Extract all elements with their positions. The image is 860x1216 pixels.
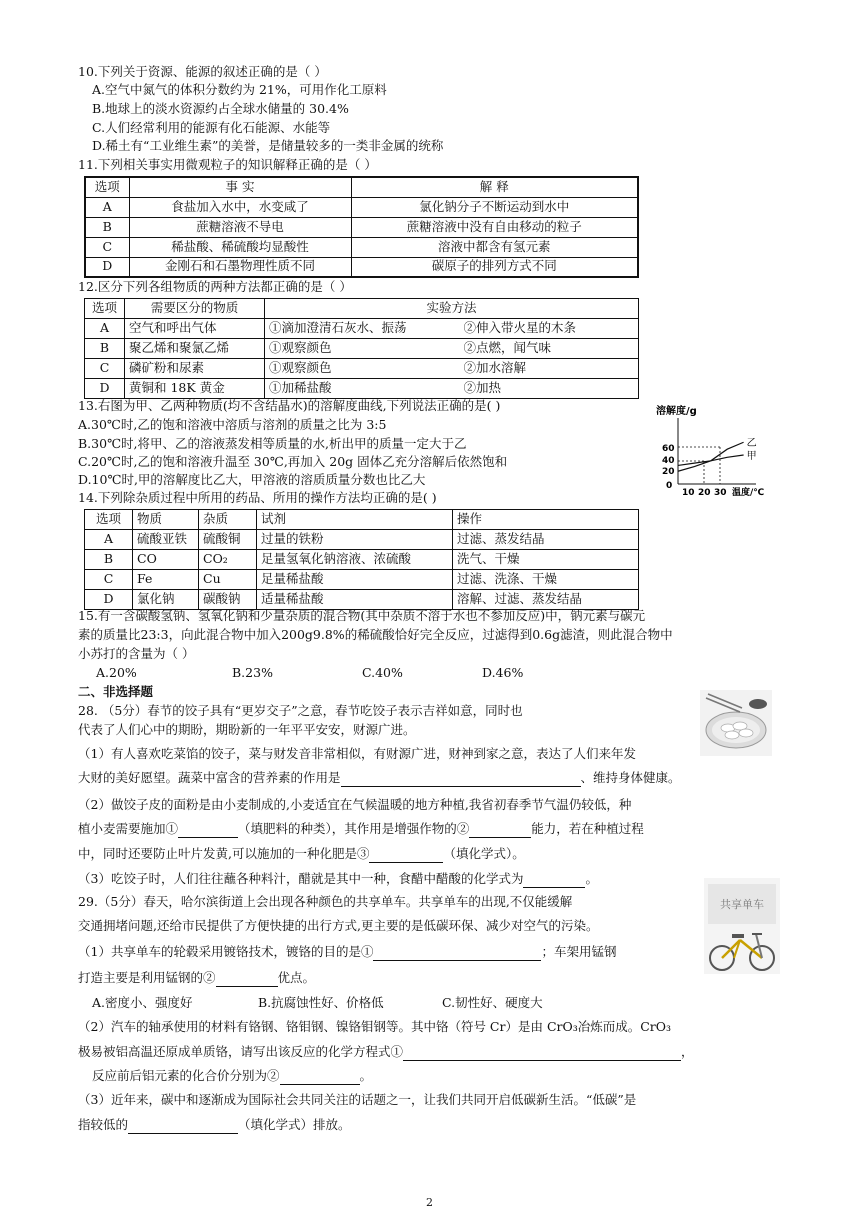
q28-part3-line (78, 871, 598, 888)
q28-part2-text: 中，同时还要防止叶片发黄,可以施加的一种化肥是③ (78, 846, 370, 861)
answer-blank[interactable] (523, 874, 585, 888)
q28-part2-text-end: 能力，若在种植过程 (531, 821, 644, 836)
table-cell: 氯化钠 (133, 590, 199, 610)
table-cell: B (85, 339, 125, 359)
table-cell: 稀盐酸、稀硫酸均显酸性 (129, 237, 351, 257)
table-cell: 食盐加入水中，水变咸了 (129, 197, 351, 217)
chart-xtick: 20 (698, 488, 711, 498)
table-cell: A (85, 197, 129, 217)
table-cell: 空气和呼出气体 (125, 319, 265, 339)
q15-line-2: 素的质量比23:3，向此混合物中加入200g9.8%的稀硫酸恰好完全反应，过滤得到0.6g滤渣，则此混合物中 (78, 627, 673, 642)
table-cell: D (85, 590, 133, 610)
table-header-cell: 选项 (85, 510, 133, 530)
q28-part3-text-end: 。 (585, 871, 598, 886)
table-cell: 溶液中都含有氢元素 (351, 237, 638, 257)
table-header-cell: 物质 (133, 510, 199, 530)
table-cell: 蔗糖溶液不导电 (129, 217, 351, 237)
q29-part1-text: 打造主要是利用锰钢的② (78, 970, 216, 985)
q29-part1-text: （1）共享单车的轮毂采用镀铬技术，镀铬的目的是① (78, 944, 374, 959)
q15-option-b: B.23% (232, 665, 273, 680)
q10-stem: 10.下列关于资源、能源的叙述正确的是（ ） (78, 64, 327, 79)
table-cell: 硫酸铜 (199, 530, 257, 550)
q12-stem: 12.区分下列各组物质的两种方法都正确的是（ ） (78, 279, 352, 294)
q15-option-a: A.20% (96, 665, 137, 680)
table-row (85, 257, 638, 277)
q29-part3-text-end: （填化学式）排放。 (238, 1117, 351, 1132)
q29-part2-line-3 (92, 1068, 372, 1085)
table-header-cell: 试剂 (257, 510, 453, 530)
table-header-cell: 选项 (85, 299, 125, 319)
table-cell: ①滴加澄清石灰水、振荡 (265, 319, 460, 339)
q29-part3-line-1: （3）近年来，碳中和逐渐成为国际社会共同关注的话题之一，让我们共同开启低碳新生活。“低碳”是 (78, 1092, 637, 1107)
table-cell: D (85, 257, 129, 277)
table-cell: 黄铜和 18K 黄金 (125, 379, 265, 399)
table-cell: 足量氢氧化钠溶液、浓硫酸 (257, 550, 453, 570)
table-cell: ①观察颜色 (265, 359, 460, 379)
table-cell: 金刚石和石墨物理性质不同 (129, 257, 351, 277)
table-cell: A (85, 319, 125, 339)
table-header-cell: 解 释 (351, 177, 638, 197)
q15-option-d: D.46% (482, 665, 524, 680)
q28-line-2: 代表了人们心中的期盼，期盼新的一年平平安安，财源广进。 (78, 722, 416, 737)
q28-part1-line-2 (78, 770, 681, 787)
table-row (85, 530, 639, 550)
page-number: 2 (426, 1196, 433, 1209)
table-cell: 碳酸钠 (199, 590, 257, 610)
table-row (85, 550, 639, 570)
q28-part1-line-1: （1）有人喜欢吃菜馅的饺子，菜与财发音非常相似，有财源广进，财神到家之意，表达了人们来年发 (78, 746, 636, 761)
q29-line-1: 29.（5分）春天，哈尔滨街道上会出现各种颜色的共享单车。共享单车的出现,不仅能缓解 (78, 894, 573, 909)
table-cell: C (85, 570, 133, 590)
q28-part2-line-1: （2）做饺子皮的面粉是由小麦制成的,小麦适宜在气候温暖的地方种植,我省初春季节气温仍较低，种 (78, 797, 632, 812)
table-header-cell: 操作 (453, 510, 639, 530)
table-cell: 适量稀盐酸 (257, 590, 453, 610)
table-cell: Cu (199, 570, 257, 590)
q28-part2-line-2 (78, 821, 644, 838)
solubility-curve-jia (678, 455, 744, 465)
q29-part2-text: 反应前后铝元素的化合价分别为② (92, 1068, 280, 1083)
table-cell: ②加热 (460, 379, 639, 399)
series-label: 乙 (746, 438, 757, 450)
q12-table (84, 298, 639, 399)
q10-option-c: C.人们经常利用的能源有化石能源、水能等 (92, 120, 331, 135)
q13-stem: 13.右图为甲、乙两种物质(均不含结晶水)的溶解度曲线,下列说法正确的是( ) (78, 398, 501, 413)
q29-part1-line-2 (78, 970, 315, 987)
shared-bike-illustration (704, 878, 780, 974)
table-cell: A (85, 530, 133, 550)
q29-option-b: B.抗腐蚀性好、价格低 (258, 995, 384, 1010)
table-row (85, 590, 639, 610)
table-row (85, 359, 639, 379)
table-cell: ①加稀盐酸 (265, 379, 460, 399)
table-row (85, 339, 639, 359)
table-cell: 碳原子的排列方式不同 (351, 257, 638, 277)
chart-ytick: 40 (662, 456, 675, 466)
table-header-cell: 需要区分的物质 (125, 299, 265, 319)
table-row (85, 237, 638, 257)
chart-xtick: 10 (682, 488, 695, 498)
q15-line-1: 15.有一含碳酸氢钠、氢氧化钠和少量杂质的混合物(其中杂质不溶于水也不参加反应)中，钠元素与碳元 (78, 608, 646, 623)
table-cell: 蔗糖溶液中没有自由移动的粒子 (351, 217, 638, 237)
chart-series-layer (678, 437, 757, 471)
table-cell: 洗气、干燥 (453, 550, 639, 570)
q29-line-2: 交通拥堵问题,还给市民提供了方便快捷的出行方式,更主要的是低碳环保、减少对空气的污染。 (78, 918, 599, 933)
chart-ylabel: 溶解度/g (656, 406, 697, 417)
table-cell: C (85, 237, 129, 257)
series-label: 甲 (746, 451, 757, 462)
table-cell: 过滤、蒸发结晶 (453, 530, 639, 550)
q28-part2-text-end: （填化学式）。 (443, 846, 525, 861)
answer-blank[interactable] (341, 773, 581, 787)
q29-part2-text-end: ， (681, 1044, 694, 1059)
table-row (85, 197, 638, 217)
q28-part1-text-end: 、维持身体健康。 (580, 770, 681, 785)
table-cell: ②加水溶解 (460, 359, 639, 379)
q10-option-d: D.稀土有“工业维生素”的美誉，是储量较多的一类非金属的统称 (92, 138, 444, 153)
q13-option-d: D.10℃时,甲的溶解度比乙大，甲溶液的溶质质量分数也比乙大 (78, 472, 426, 487)
table-header-cell: 事 实 (129, 177, 351, 197)
answer-blank[interactable] (469, 824, 531, 838)
q14-stem: 14.下列除杂质过程中所用的药品、所用的操作方法均正确的是( ) (78, 490, 437, 505)
q15-line-3: 小苏打的含量为（ ） (78, 646, 195, 661)
q28-part2-line-3 (78, 846, 525, 863)
table-row (85, 217, 638, 237)
q29-part3-text: 指较低的 (78, 1117, 129, 1132)
q29-option-c: C.韧性好、硬度大 (442, 995, 543, 1010)
q29-part1-text-end: ；车架用锰钢 (541, 944, 617, 959)
table-cell: C (85, 359, 125, 379)
table-cell: 聚乙烯和聚氯乙烯 (125, 339, 265, 359)
table-cell: 溶解、过滤、蒸发结晶 (453, 590, 639, 610)
table-header-cell: 杂质 (199, 510, 257, 530)
q10-option-a: A.空气中氮气的体积分数约为 21%，可用作化工原料 (92, 82, 387, 97)
q28-part3-text: （3）吃饺子时，人们往往蘸各种料汁，醋就是其中一种，食醋中醋酸的化学式为 (78, 871, 524, 886)
solubility-chart (648, 398, 778, 498)
q28-part2-text-mid: （填肥料的种类），其作用是增强作物的② (238, 821, 470, 836)
shared-bike-image (704, 878, 780, 974)
q29-part1-text-end: 优点。 (277, 970, 316, 985)
table-header-cell: 实验方法 (265, 299, 639, 319)
table-row (85, 570, 639, 590)
table-cell: B (85, 550, 133, 570)
answer-blank[interactable] (216, 973, 278, 987)
q28-line-1: 28. （5分）春节的饺子具有“更岁交子”之意，春节吃饺子表示吉祥如意，同时也 (78, 703, 523, 718)
q29-part2-line-1: （2）汽车的轴承使用的材料有铬钢、铬钼钢、镍铬钼钢等。其中铬（符号 Cr）是由 CrO₃冶炼而成。CrO₃ (78, 1019, 672, 1034)
q10-option-b: B.地球上的淡水资源约占全球水储量的 30.4% (92, 101, 349, 116)
chart-ytick: 0 (666, 481, 673, 491)
q29-part2-line-2 (78, 1044, 694, 1061)
q15-option-c: C.40% (362, 665, 403, 680)
table-header-row (85, 299, 639, 319)
answer-blank[interactable] (373, 947, 541, 961)
dumplings-illustration (700, 690, 772, 756)
chart-ytick: 60 (662, 444, 675, 454)
q29-option-a: A.密度小、强度好 (92, 995, 193, 1010)
answer-blank[interactable] (178, 824, 238, 838)
q11-stem: 11.下列相关事实用微观粒子的知识解释正确的是（ ） (78, 157, 377, 172)
chart-xtick: 30 (714, 488, 727, 498)
table-cell: 过量的铁粉 (257, 530, 453, 550)
table-cell: 氯化钠分子不断运动到水中 (351, 197, 638, 217)
table-cell: B (85, 217, 129, 237)
table-cell: CO (133, 550, 199, 570)
table-cell: CO₂ (199, 550, 257, 570)
q11-table (84, 176, 639, 278)
q29-part3-line-2 (78, 1117, 351, 1134)
q28-part1-text: 大财的美好愿望。蔬菜中富含的营养素的作用是 (78, 770, 341, 785)
table-row (85, 319, 639, 339)
q13-option-c: C.20℃时,乙的饱和溶液升温至 30℃,再加入 20g 固体乙充分溶解后依然饱和 (78, 454, 508, 469)
table-cell: 过滤、洗涤、干燥 (453, 570, 639, 590)
table-header-row (85, 510, 639, 530)
answer-blank[interactable] (369, 849, 443, 863)
table-cell: 硫酸亚铁 (133, 530, 199, 550)
q14-table (84, 509, 639, 610)
table-row (85, 379, 639, 399)
q13-option-a: A.30℃时,乙的饱和溶液中溶质与溶剂的质量之比为 3:5 (78, 417, 387, 432)
table-cell: ②伸入带火星的木条 (460, 319, 639, 339)
dumplings-image (700, 690, 772, 756)
q13-option-b: B.30℃时,将甲、乙的溶液蒸发相等质量的水,析出甲的质量一定大于乙 (78, 436, 467, 451)
table-cell: 足量稀盐酸 (257, 570, 453, 590)
q29-part2-text: 极易被铝高温还原成单质铬，请写出该反应的化学方程式① (78, 1044, 404, 1059)
answer-blank[interactable] (128, 1120, 238, 1134)
chart-ytick: 20 (662, 467, 675, 477)
q28-part2-text: 植小麦需要施加① (78, 821, 179, 836)
bike-poster-text: 共享单车 (720, 898, 764, 911)
q29-part2-text-end: 。 (359, 1068, 373, 1083)
answer-blank[interactable] (280, 1071, 360, 1085)
table-cell: 磷矿粉和尿素 (125, 359, 265, 379)
table-cell: D (85, 379, 125, 399)
table-header-cell: 选项 (85, 177, 129, 197)
table-cell: Fe (133, 570, 199, 590)
answer-blank[interactable] (403, 1047, 681, 1061)
table-header-row (85, 177, 638, 197)
chart-xlabel: 温度/℃ (732, 488, 765, 498)
table-cell: ②点燃，闻气味 (460, 339, 639, 359)
table-cell: ①观察颜色 (265, 339, 460, 359)
section-heading: 二、非选择题 (78, 684, 154, 699)
q29-part1-line-1 (78, 944, 616, 961)
